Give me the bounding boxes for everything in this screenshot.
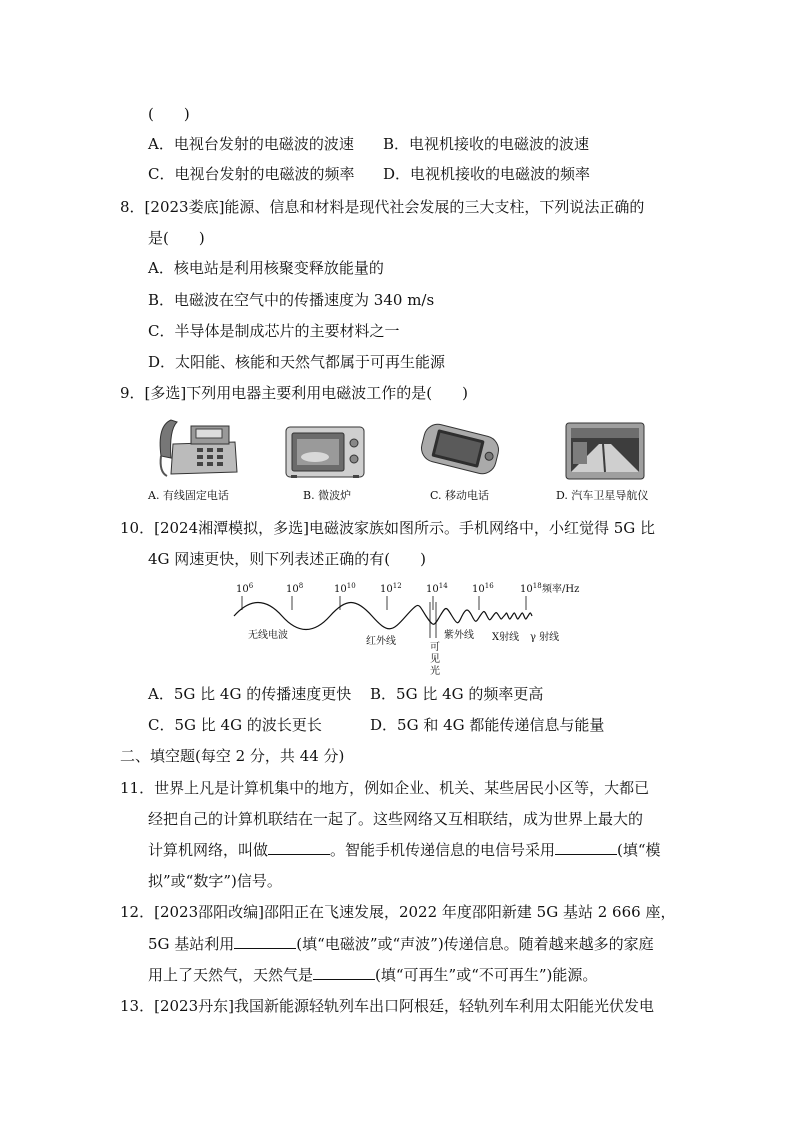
q10-option-a[interactable]: A．5G 比 4G 的传播速度更快	[148, 685, 352, 703]
q11-line3-part3: (填“模	[617, 841, 661, 859]
q12-line3	[148, 965, 597, 985]
q10-option-b[interactable]: B．5G 比 4G 的频率更高	[370, 685, 544, 703]
q11-line2: 经把自己的计算机联结在一起了。这些网络又互相联结，成为世界上最大的	[148, 810, 644, 828]
microwave-image	[285, 425, 365, 480]
q12-blank-1[interactable]	[234, 934, 296, 949]
q7-option-c[interactable]: C．电视台发射的电磁波的频率	[148, 165, 355, 183]
freq-tick-1e16: $10^{16}$	[472, 582, 494, 595]
q9-caption-b: B. 微波炉	[303, 489, 352, 502]
q10-option-d[interactable]: D．5G 和 4G 都能传递信息与能量	[370, 716, 605, 734]
em-spectrum-diagram	[230, 578, 590, 678]
q7-option-b[interactable]: B．电视机接收的电磁波的波速	[383, 135, 590, 153]
q9-caption-d: D. 汽车卫星导航仪	[556, 489, 649, 502]
q8-option-a[interactable]: A．核电站是利用核聚变释放能量的	[148, 259, 384, 277]
q8-stem-line2: 是( )	[148, 229, 205, 247]
band-visible-label-1: 可	[430, 642, 440, 653]
q8-option-d[interactable]: D．太阳能、核能和天然气都属于可再生能源	[148, 353, 446, 371]
q11-blank-1[interactable]	[268, 840, 330, 855]
q11-line3	[148, 840, 661, 860]
freq-unit-label: 频率/Hz	[542, 584, 580, 595]
q12-line2-part2: (填“电磁波”或“声波”)传递信息。随着越来越多的家庭	[296, 935, 654, 953]
q8-option-b[interactable]: B．电磁波在空气中的传播速度为 340 m/s	[148, 291, 435, 309]
q11-line3-part2: 。智能手机传递信息的电信号采用	[330, 841, 556, 859]
band-xray-label: X射线	[492, 632, 520, 643]
q12-blank-2[interactable]	[313, 965, 375, 980]
q10-stem-line1: 10．[2024湘潭模拟，多选]电磁波家族如图所示。手机网络中，小红觉得 5G 比	[120, 519, 656, 537]
q8-stem-line1: 8．[2023娄底]能源、信息和材料是现代社会发展的三大支柱，下列说法正确的	[120, 198, 645, 216]
freq-tick-1e14: $10^{14}$	[426, 582, 448, 595]
mobile-phone-image	[418, 420, 503, 478]
q8-option-c[interactable]: C．半导体是制成芯片的主要材料之一	[148, 322, 400, 340]
q12-line2	[148, 934, 654, 954]
q11-blank-2[interactable]	[555, 840, 617, 855]
q11-line1: 11．世界上凡是计算机集中的地方，例如企业、机关、某些居民小区等，大都已	[120, 779, 650, 797]
q13-line1: 13．[2023丹东]我国新能源轻轨列车出口阿根廷，轻轨列车利用太阳能光伏发电	[120, 997, 654, 1015]
freq-tick-1e18: $10^{18}$	[520, 582, 542, 595]
band-visible-label-2: 见	[430, 654, 440, 665]
q7-paren: ( )	[148, 105, 190, 123]
q9-caption-a: A. 有线固定电话	[148, 489, 229, 502]
band-radio-label: 无线电波	[248, 630, 288, 641]
freq-tick-1e12: $10^{12}$	[380, 582, 402, 595]
q7-option-d[interactable]: D．电视机接收的电磁波的频率	[383, 165, 591, 183]
freq-tick-1e8: $10^8$	[286, 582, 304, 595]
q11-line3-part1: 计算机网络，叫做	[148, 841, 269, 859]
q9-caption-c: C. 移动电话	[430, 489, 490, 502]
section2-heading: 二、填空题(每空 2 分，共 44 分)	[120, 747, 345, 765]
q12-line2-part1: 5G 基站利用	[148, 935, 235, 953]
q12-line3-part2: (填“可再生”或“不可再生”)能源。	[375, 966, 598, 984]
spectrum-wave	[234, 603, 532, 630]
q11-line4: 拟”或“数字”)信号。	[148, 872, 282, 890]
q12-line1: 12．[2023邵阳改编]邵阳正在飞速发展，2022 年度邵阳新建 5G 基站 2 666 座，	[120, 903, 676, 921]
q10-stem-line2: 4G 网速更快，则下列表述正确的有( )	[148, 550, 426, 568]
freq-tick-1e6: $10^6$	[236, 582, 254, 595]
telephone-image	[155, 416, 240, 482]
band-visible-label-3: 光	[430, 666, 440, 677]
q12-line3-part1: 用上了天然气，天然气是	[148, 966, 314, 984]
band-gamma-label: γ 射线	[530, 632, 560, 643]
freq-tick-1e10: $10^{10}$	[334, 582, 356, 595]
car-navigator-image	[565, 422, 645, 482]
band-infrared-label: 红外线	[366, 636, 396, 647]
band-uv-label: 紫外线	[444, 630, 474, 641]
q9-stem: 9．[多选]下列用电器主要利用电磁波工作的是( )	[120, 384, 468, 402]
q7-option-a[interactable]: A．电视台发射的电磁波的波速	[148, 135, 354, 153]
q10-option-c[interactable]: C．5G 比 4G 的波长更长	[148, 716, 322, 734]
